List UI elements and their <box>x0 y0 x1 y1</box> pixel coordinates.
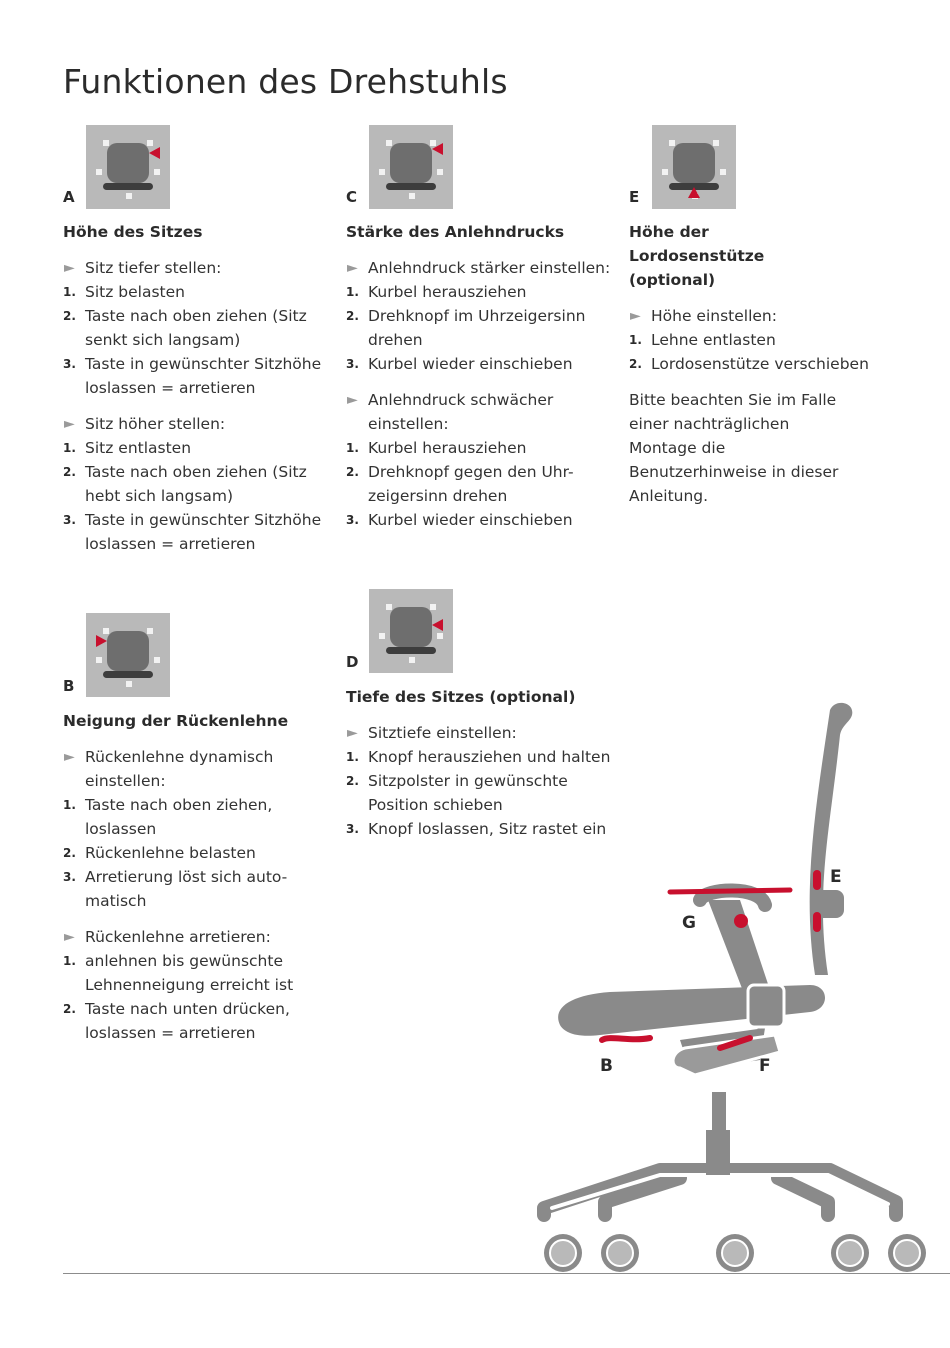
list-item: 1. Kurbel herausziehen <box>346 283 527 301</box>
list-item: 2. Drehknopf gegen den Uhr-zeigersinn drehen <box>346 463 574 505</box>
list-item: 2. Rückenlehne belasten <box>63 844 256 862</box>
instruction-lead: ► Rückenlehne arretieren: <box>63 925 333 949</box>
list-item: 3. Taste in gewünschter Sitzhöhe loslassen = arretieren <box>63 511 322 553</box>
instruction-lead: ► Sitztiefe einstellen: <box>346 721 616 745</box>
list-item: 2. Taste nach oben ziehen (Sitz senkt sich langsam) <box>63 307 307 349</box>
list-item: 1. anlehnen bis gewünschte Lehnenneigung erreicht ist <box>63 952 294 994</box>
list-item: 2. Taste nach unten drücken, loslassen = arretieren <box>63 1000 290 1042</box>
list-item: 3. Kurbel wieder einschieben <box>346 511 573 529</box>
instruction-lead: ► Anlehndruck stärker einstellen: <box>346 256 616 280</box>
play-arrow-icon: ► <box>630 308 641 324</box>
section-title: Neigung der Rückenlehne <box>63 712 289 730</box>
lumbar-marker-e-upper <box>813 870 821 890</box>
list-item: 2. Drehknopf im Uhrzeigersinn drehen <box>346 307 586 349</box>
instruction-lead: ► Rückenlehne dynamisch einstellen: <box>63 745 275 793</box>
section-title: Höhe des Sitzes <box>63 223 203 241</box>
note-text: Bitte beachten Sie im Falle einer nachträglichen Montage die Benutzerhinweise in dieser Anleitung. <box>629 391 839 505</box>
label-b: B <box>600 1056 613 1076</box>
play-arrow-icon: ► <box>64 260 75 276</box>
label-g: G <box>682 913 696 933</box>
list-item: 1. Kurbel herausziehen <box>346 439 527 457</box>
play-arrow-icon: ► <box>347 725 358 741</box>
chair-side-view-illustration <box>530 690 950 1280</box>
list-item: 3. Arretierung löst sich auto-matisch <box>63 868 288 910</box>
section-body <box>63 709 333 1057</box>
chair-top-view-icon-b <box>86 613 170 697</box>
section-letter: A <box>63 188 75 206</box>
list-item: 1. Sitz belasten <box>63 283 185 301</box>
list-item: 1. Sitz entlasten <box>63 439 192 457</box>
play-arrow-icon: ► <box>347 260 358 276</box>
chair-wheels <box>544 1234 926 1272</box>
section-body <box>63 220 333 568</box>
lumbar-marker-e-lower <box>813 912 821 932</box>
section-body <box>629 220 879 508</box>
gas-spring-lower <box>706 1130 730 1175</box>
list-item: 1. Lehne entlasten <box>629 331 776 349</box>
list-item: 1. Knopf herausziehen und halten <box>346 748 611 766</box>
instruction-lead: ► Sitz tiefer stellen: <box>63 256 333 280</box>
list-item: 2. Taste nach oben ziehen (Sitz hebt sich langsam) <box>63 463 307 505</box>
gas-spring-upper <box>712 1092 726 1132</box>
section-letter: E <box>629 188 640 206</box>
label-f: F <box>759 1056 771 1076</box>
chair-top-view-icon-c <box>369 125 453 209</box>
page-title: Funktionen des Drehstuhls <box>63 62 508 101</box>
back-mechanism <box>748 985 784 1027</box>
label-e: E <box>830 867 842 887</box>
section-letter: C <box>346 188 358 206</box>
play-arrow-icon: ► <box>347 392 358 408</box>
chair-top-view-icon-e <box>652 125 736 209</box>
chair-top-view-icon-a <box>86 125 170 209</box>
armrest-height-marker-g <box>670 890 790 892</box>
section-letter: B <box>63 677 75 695</box>
section-title: Tiefe des Sitzes (optional) <box>346 688 576 706</box>
list-item: 3. Knopf loslassen, Sitz rastet ein <box>346 820 607 838</box>
section-title: Höhe der Lordosenstütze (optional) <box>629 223 765 289</box>
list-item: 3. Taste in gewünschter Sitzhöhe loslassen = arretieren <box>63 355 322 397</box>
section-title: Stärke des Anlehndrucks <box>346 223 565 241</box>
instruction-lead: ► Anlehndruck schwächer einstellen: <box>346 388 616 436</box>
tilt-lever-marker-b <box>602 1038 650 1040</box>
instruction-lead: ► Sitz höher stellen: <box>63 412 333 436</box>
section-body <box>346 220 616 544</box>
list-item: 3. Kurbel wieder einschieben <box>346 355 573 373</box>
list-item: 1. Taste nach oben ziehen, loslassen <box>63 796 273 838</box>
backrest <box>810 703 853 975</box>
instruction-lead: ► Höhe einstellen: <box>629 304 879 328</box>
section-letter: D <box>346 653 359 671</box>
play-arrow-icon: ► <box>64 416 75 432</box>
list-item: 2. Sitzpolster in gewünschte Position schieben <box>346 772 568 814</box>
armrest-button-marker-g <box>734 914 748 928</box>
play-arrow-icon: ► <box>64 749 75 765</box>
footer-divider <box>63 1273 950 1274</box>
play-arrow-icon: ► <box>64 929 75 945</box>
list-item: 2. Lordosenstütze verschieben <box>629 355 869 373</box>
chair-top-view-icon-d <box>369 589 453 673</box>
